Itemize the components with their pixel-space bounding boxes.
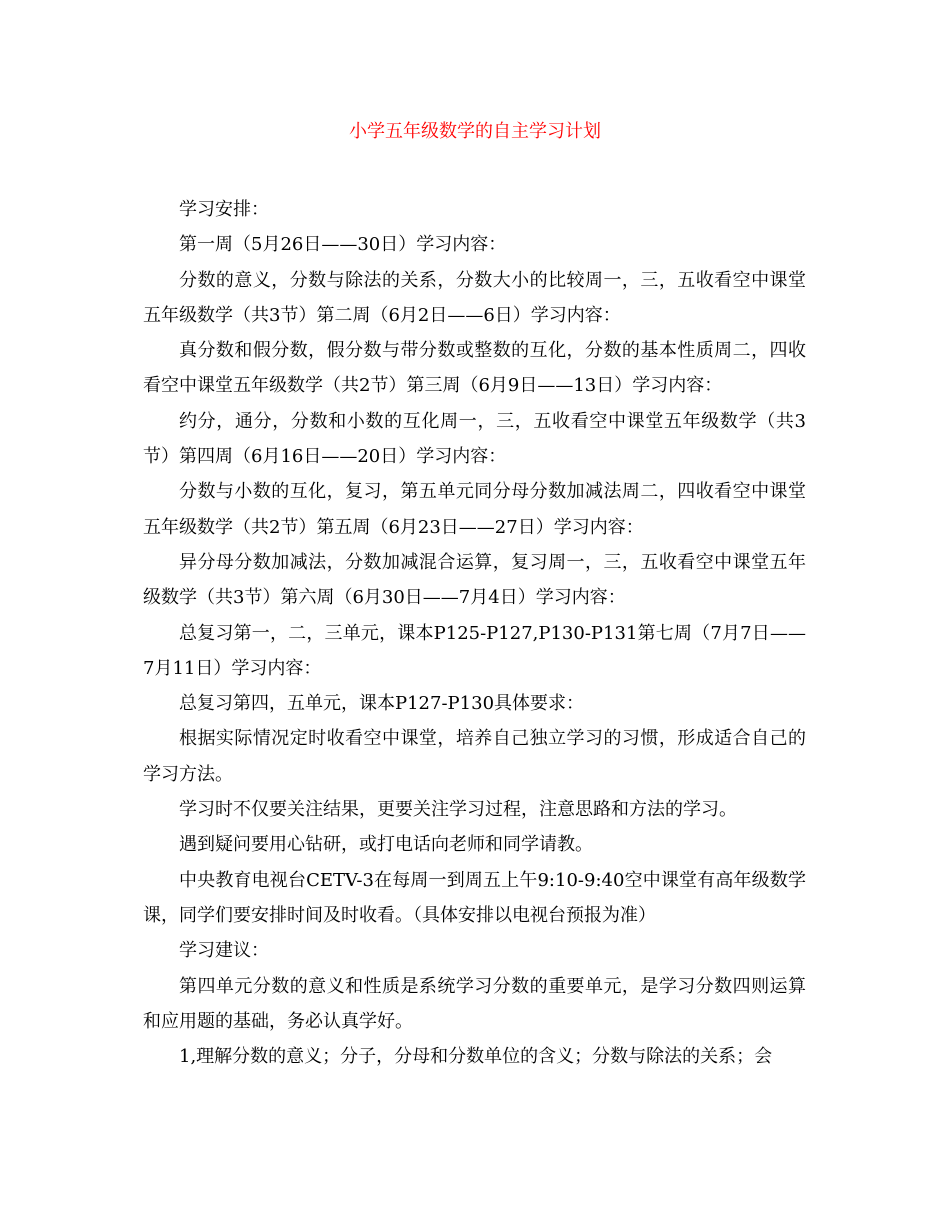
paragraph: 真分数和假分数，假分数与带分数或整数的互化，分数的基本性质周二，四收看空中课堂五年级数学（共2节）第三周（6月9日——13日）学习内容： [143,340,806,397]
paragraph: 根据实际情况定时收看空中课堂，培养自己独立学习的习惯，形成适合自己的学习方法。 [143,728,806,785]
paragraph: 总复习第一，二，三单元，课本P125-P127,P130-P131第七周（7月7日——7月11日）学习内容： [143,622,806,679]
paragraph: 中央教育电视台CETV-3在每周一到周五上午9:10-9:40空中课堂有高年级数学课，同学们要安排时间及时收看。（具体安排以电视台预报为准） [143,869,806,926]
paragraph: 学习时不仅要关注结果，更要关注学习过程，注意思路和方法的学习。 [179,799,737,821]
paragraph: 总复习第四，五单元，课本P127-P130具体要求： [179,693,585,715]
paragraph: 第一周（5月26日——30日）学习内容： [179,234,507,256]
paragraph: 分数的意义，分数与除法的关系，分数大小的比较周一，三，五收看空中课堂五年级数学（共3节）第二周（6月2日——6日）学习内容： [143,269,806,326]
document-body [143,192,806,1074]
paragraph: 异分母分数加减法，分数加减混合运算，复习周一，三，五收看空中课堂五年级数学（共3节）第六周（6月30日——7月4日）学习内容： [143,551,806,609]
paragraph: 1,理解分数的意义；分子，分母和分数单位的含义；分数与除法的关系；会 [179,1046,773,1068]
paragraph: 约分，通分，分数和小数的互化周一，三，五收看空中课堂五年级数学（共3节）第四周（6月16日——20日）学习内容： [143,410,806,468]
document-title: 小学五年级数学的自主学习计划 [349,121,601,142]
paragraph: 分数与小数的互化，复习，第五单元同分母分数加减法周二，四收看空中课堂五年级数学（共2节）第五周（6月23日——27日）学习内容： [143,481,806,538]
paragraph: 学习安排： [179,199,269,220]
paragraph: 学习建议： [179,940,269,962]
paragraph: 遇到疑问要用心钻研，或打电话向老师和同学请教。 [179,834,593,856]
paragraph: 第四单元分数的意义和性质是系统学习分数的重要单元，是学习分数四则运算和应用题的基础，务必认真学好。 [143,975,806,1032]
